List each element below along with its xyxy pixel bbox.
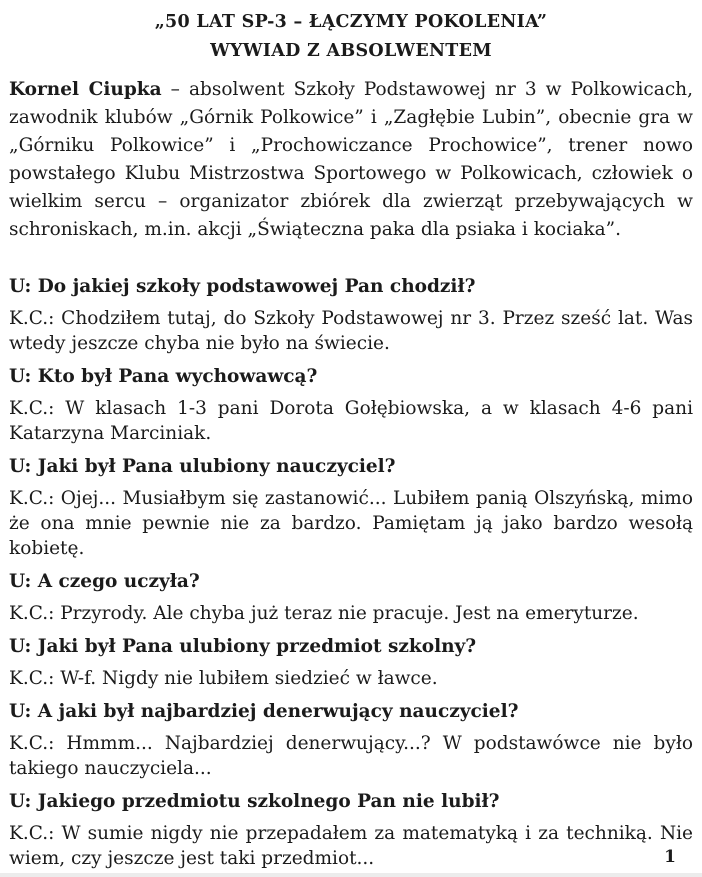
question: U: A jaki był najbardziej denerwujący nauczyciel? (9, 701, 519, 722)
question: U: Jakiego przedmiotu szkolnego Pan nie lubił? (9, 791, 500, 812)
section-spacer (9, 244, 693, 266)
document-title: „50 LAT SP-3 – ŁĄCZYMY POKOLENIA” (154, 12, 548, 32)
qa-list (9, 274, 693, 871)
intro-text: – absolwent Szkoły Podstawowej nr 3 w Polkowicach, zawodnik klubów „Górnik Polkowice” i „Zagłębie Lubin”, obecnie gra w „Górniku Polkowice” i „Prochowiczance Prochowice”, trener nowo powstałego Klubu Mistrzostwa Sportowego w Polkowicach, człowiek o wielkim sercu – organizator zbiórek dla zwierząt przebywających w schroniskach, m.in. akcji „Świąteczna paka dla psiaka i kociaka”. (9, 79, 693, 240)
answer: K.C.: Chodziłem tutaj, do Szkoły Podstawowej nr 3. Przez sześć lat. Was wtedy jeszcze chyba nie było na świecie. (9, 308, 693, 354)
document-subtitle: WYWIAD Z ABSOLWENTEM (210, 41, 492, 61)
question: U: Jaki był Pana ulubiony nauczyciel? (9, 456, 396, 477)
question: U: Kto był Pana wychowawcą? (9, 366, 318, 387)
question: U: Jaki był Pana ulubiony przedmiot szkolny? (9, 636, 477, 657)
page-number: 1 (658, 847, 676, 867)
page-bottom-edge (0, 873, 702, 877)
question: U: A czego uczyła? (9, 571, 200, 592)
answer: K.C.: W-f. Nigdy nie lubiłem siedzieć w ławce. (9, 668, 438, 689)
answer: K.C.: W klasach 1-3 pani Dorota Gołębiowska, a w klasach 4-6 pani Katarzyna Marciniak. (9, 398, 693, 444)
interviewee-name: Kornel Ciupka (9, 79, 162, 100)
answer: K.C.: Przyrody. Ale chyba już teraz nie pracuje. Jest na emeryturze. (9, 603, 639, 624)
question: U: Do jakiej szkoły podstawowej Pan chodził? (9, 276, 476, 297)
answer: K.C.: W sumie nigdy nie przepadałem za matematyką i za techniką. Nie wiem, czy jeszcze jest taki przedmiot... (9, 823, 693, 869)
intro-paragraph (9, 76, 693, 244)
answer: K.C.: Hmmm... Najbardziej denerwujący...? W podstawówce nie było takiego nauczyciela... (9, 733, 693, 779)
answer: K.C.: Ojej... Musiałbym się zastanowić... Lubiłem panią Olszyńską, mimo że ona mnie pewnie nie za bardzo. Pamiętam ją jako bardzo wesołą kobietę. (9, 488, 693, 559)
